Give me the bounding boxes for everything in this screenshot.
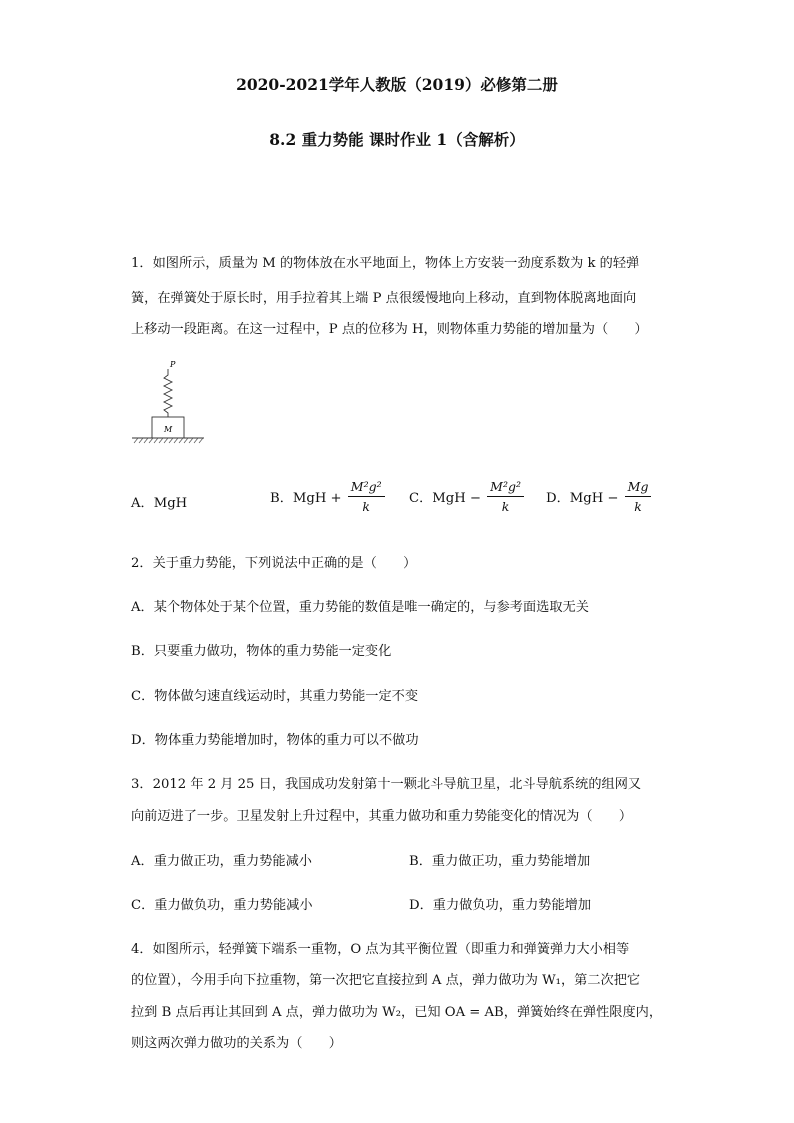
q1-option-b [270,479,385,514]
q4-stem-line4: 则这两次弹力做功的关系为（ ） [131,1036,342,1051]
q4-stem-line3: 拉到 B 点后再让其回到 A 点，弹力做功为 W₂，已知 OA = AB，弹簧始终在弹性限度内， [131,1005,663,1020]
q1-option-c-fraction [487,479,524,514]
q2-option-b: B．只要重力做功，物体的重力势能一定变化 [131,644,392,659]
q1-option-c-denominator: k [501,499,510,514]
q1-option-d-denominator: k [634,499,642,514]
q3-option-a: A．重力做正功，重力势能减小 [131,854,312,869]
q1-option-c-numerator: M²g² [487,479,524,497]
q2-option-c: C．物体做匀速直线运动时，其重力势能一定不变 [131,689,419,704]
q1-stem-line2: 簧，在弹簧处于原长时，用手拉着其上端 P 点很缓慢地向上移动，直到物体脱离地面向 [131,291,637,306]
q4-stem-line1: 4．如图所示，轻弹簧下端系一重物，O 点为其平衡位置（即重力和弹簧弹力大小相等 [131,942,630,957]
q3-stem-line1: 3．2012 年 2 月 25 日，我国成功发射第十一颗北斗导航卫星，北斗导航系统的组网又 [131,777,642,792]
q4-stem-line2: 的位置），今用手向下拉重物，第一次把它直接拉到 A 点，弹力做功为 W₁，第二次把它 [131,973,641,988]
q1-option-d [546,479,651,514]
q1-option-b-numerator: M²g² [348,479,385,497]
q1-option-d-fraction [625,479,652,514]
q1-option-b-prefix: B．MgH + [270,491,342,506]
q3-option-c: C．重力做负功，重力势能减小 [131,898,313,913]
q3-stem-line2: 向前迈进了一步。卫星发射上升过程中，其重力做功和重力势能变化的情况为（ ） [131,809,633,824]
spring-coil [164,369,172,417]
q1-stem-line1: 1．如图所示，质量为 M 的物体放在水平地面上，物体上方安装一劲度系数为 k 的轻弹 [131,256,640,271]
q3-option-b: B．重力做正功，重力势能增加 [409,854,591,869]
q1-option-a: A．MgH [131,496,188,511]
q1-option-c [409,479,524,514]
q1-stem-line3: 上移动一段距离。在这一过程中，P 点的位移为 H，则物体重力势能的增加量为（ ） [131,322,648,337]
figure-label-m: M [164,425,173,434]
doc-subtitle: 8.2 重力势能 课时作业 1（含解析） [269,130,525,149]
doc-title: 2020-2021学年人教版（2019）必修第二册 [236,75,558,94]
q1-spring-figure [128,355,210,451]
q1-option-c-prefix: C．MgH − [409,491,481,506]
q1-option-b-fraction [348,479,385,514]
ground-hatch [134,438,203,443]
figure-label-p: P [170,360,176,369]
q3-option-d: D．重力做负功，重力势能增加 [409,898,592,913]
q1-option-d-prefix: D．MgH − [546,491,619,506]
q2-option-a: A．某个物体处于某个位置，重力势能的数值是唯一确定的，与参考面选取无关 [131,600,589,615]
q2-option-d: D．物体重力势能增加时，物体的重力可以不做功 [131,733,419,748]
q2-stem: 2．关于重力势能，下列说法中正确的是（ ） [131,556,417,571]
q1-option-d-numerator: Mg [625,479,652,497]
q1-option-b-denominator: k [362,499,370,514]
